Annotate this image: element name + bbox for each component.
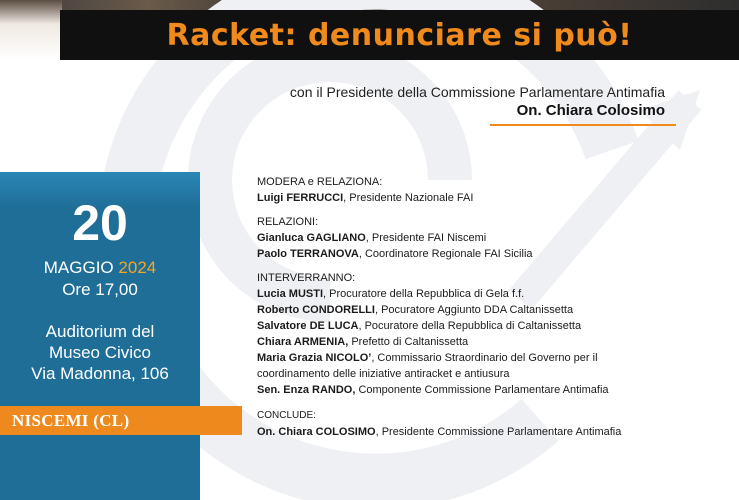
speaker-name: Salvatore DE LUCA [257, 320, 359, 332]
speaker-name: Maria Grazia NICOLO’ [257, 352, 372, 364]
speaker-row [257, 302, 727, 318]
speaker-row-continuation [257, 366, 727, 382]
program-list [257, 174, 727, 440]
speaker-role: , Procuratore della Repubblica di Gela f.f. [323, 288, 525, 300]
speaker-row [257, 382, 727, 398]
event-day: 20 [72, 195, 128, 251]
speaker-role: , Commissario Straordinario del Governo per il [371, 352, 598, 364]
title-bar [60, 10, 739, 60]
speaker-role: , Presidente Commissione Parlamentare Antimafia [375, 426, 622, 438]
speaker-name: Roberto CONDORELLI [257, 304, 375, 316]
speaker-row [257, 424, 727, 440]
speaker-row [257, 230, 727, 246]
event-time: Ore 17,00 [62, 280, 138, 299]
event-year: 2024 [118, 258, 157, 277]
speaker-role: Componente Commissione Parlamentare Antimafia [355, 384, 609, 396]
speaker-row [257, 334, 727, 350]
section-label-modera: MODERA e RELAZIONA: [257, 176, 383, 188]
speaker-name: Lucia MUSTI [257, 288, 324, 300]
venue-line-2: Museo Civico [48, 343, 152, 362]
speaker-role: , Presidente FAI Niscemi [365, 232, 487, 244]
venue-line-3: Via Madonna, 106 [31, 364, 169, 383]
guest-name: On. Chiara Colosimo [516, 102, 665, 119]
section-label-conclude: CONCLUDE: [257, 410, 316, 421]
guest-intro: con il Presidente della Commissione Parlamentare Antimafia [289, 84, 665, 100]
event-city: NISCEMI (CL) [12, 410, 130, 430]
event-title: Racket: denunciare si può! [166, 17, 633, 53]
section-label-interventi: INTERVERRANNO: [257, 272, 356, 284]
speaker-role: , Pocuratore Aggiunto DDA Caltanissetta [374, 304, 574, 316]
guest-underline [490, 124, 676, 126]
event-month-year [0, 258, 200, 278]
speaker-role: Prefetto di Caltanissetta [348, 336, 469, 348]
speaker-row [257, 318, 727, 334]
speaker-name: Sen. Enza RANDO, [257, 384, 356, 396]
speaker-row [257, 350, 727, 366]
event-month: MAGGIO [43, 258, 114, 277]
speaker-role: , Coordinatore Regionale FAI Sicilia [358, 248, 533, 260]
event-venue [0, 321, 200, 384]
speaker-role: , Presidente Nazionale FAI [343, 192, 474, 204]
speaker-name: Paolo TERRANOVA [257, 248, 359, 260]
speaker-name: On. Chiara COLOSIMO [257, 426, 376, 438]
speaker-role: coordinamento delle iniziative antiracket e antiusura [257, 368, 510, 380]
speaker-name: Gianluca GAGLIANO [257, 232, 366, 244]
speaker-name: Luigi FERRUCCI [257, 192, 344, 204]
venue-line-1: Auditorium del [45, 322, 155, 341]
speaker-role: , Pocuratore della Repubblica di Caltanissetta [358, 320, 582, 332]
speaker-row [257, 246, 727, 262]
city-bar [0, 406, 242, 435]
section-label-relazioni: RELAZIONI: [257, 216, 319, 228]
speaker-name: Chiara ARMENIA, [257, 336, 349, 348]
speaker-row [257, 190, 727, 206]
speaker-row [257, 286, 727, 302]
